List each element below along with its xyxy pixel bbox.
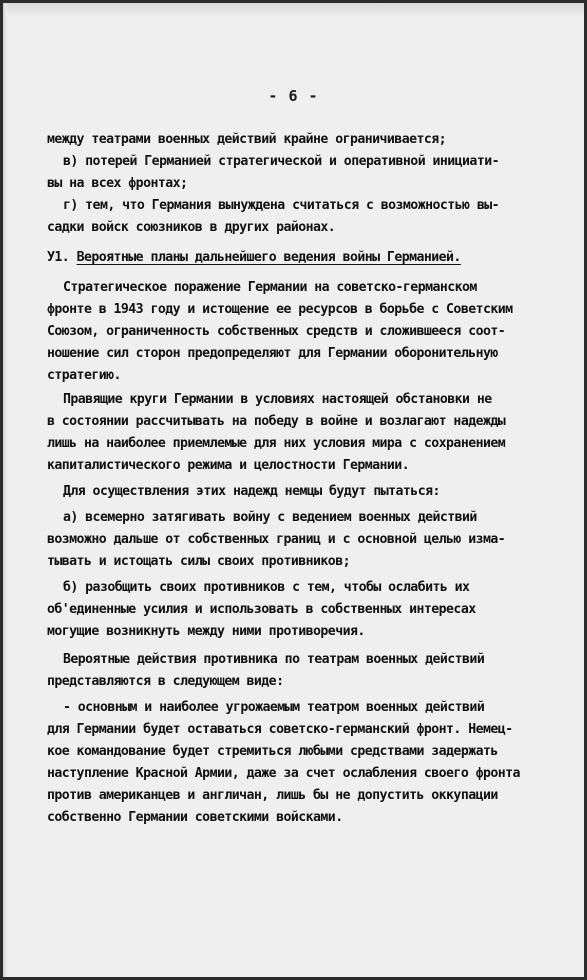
text-line: между театрами военных действий крайне ограничивается;: [47, 132, 447, 147]
text-line: в) потерей Германией стратегической и оперативной инициати-: [63, 154, 499, 169]
text-line: тывать и истощать силы своих противников;: [47, 554, 350, 569]
text-line: лишь на наиболее приемлемые для них условия мира с сохранением: [47, 436, 506, 451]
page-top-edge: [3, 3, 584, 17]
text-line: вы на всех фронтах;: [47, 176, 188, 191]
page-left-edge: [3, 3, 7, 977]
text-line: наступление Красной Армии, даже за счет ослабления своего фронта: [47, 766, 520, 781]
text-line: Вероятные действия противника по театрам военных действий: [63, 652, 485, 667]
text-line: для Германии будет оставаться советско-германский фронт. Немец-: [47, 722, 513, 737]
text-line: садки войск союзников в других районах.: [47, 220, 336, 235]
text-line: об'единенные усилия и использовать в собственных интересах: [47, 602, 476, 617]
text-line: в состоянии рассчитывать на победу в войне и возлагают надежды: [47, 414, 506, 429]
page-number: - 6 -: [268, 87, 319, 105]
text-line: г) тем, что Германия вынуждена считаться с возможностью вы-: [63, 198, 499, 213]
text-line: ношение сил сторон предопределяют для Германии оборонительную: [47, 346, 498, 361]
text-line: возможно дальше от собственных границ и с основной целью изма-: [47, 532, 506, 547]
text-line: против американцев и англичан, лишь бы не допустить оккупации: [47, 788, 498, 803]
text-line: Стратегическое поражение Германии на советско-германском: [63, 280, 477, 295]
text-line: собственно Германии советскими войсками.: [47, 810, 343, 825]
text-line: фронте в 1943 году и истощение ее ресурсов в борьбе с Советским: [47, 302, 513, 317]
text-line: Союзом, ограниченность собственных средств и сложившееся соот-: [47, 324, 506, 339]
text-line: стратегию.: [47, 368, 121, 383]
section-title: Вероятные планы дальнейшего ведения войны Германией.: [76, 250, 461, 265]
text-line: б) разобщить своих противников с тем, чтобы ослабить их: [63, 580, 470, 595]
text-line: а) всемерно затягивать войну с ведением военных действий: [63, 510, 477, 525]
text-line: кое командование будет стремиться любыми средствами задержать: [47, 744, 498, 759]
text-line: Правящие круги Германии в условиях настоящей обстановки не: [63, 392, 492, 407]
section-heading: [47, 247, 563, 269]
text-line: Для осуществления этих надежд немцы будут пытаться:: [63, 484, 440, 499]
text-line: капиталистического режима и целостности Германии.: [47, 458, 410, 473]
text-line: могущие возникнуть между ними противоречия.: [47, 624, 365, 639]
text-line: представляются в следующем виде:: [47, 674, 284, 689]
document-page: [3, 3, 584, 977]
text-line: - основным и наиболее угрожаемым театром военных действий: [63, 700, 485, 715]
section-number: У1.: [47, 250, 70, 265]
